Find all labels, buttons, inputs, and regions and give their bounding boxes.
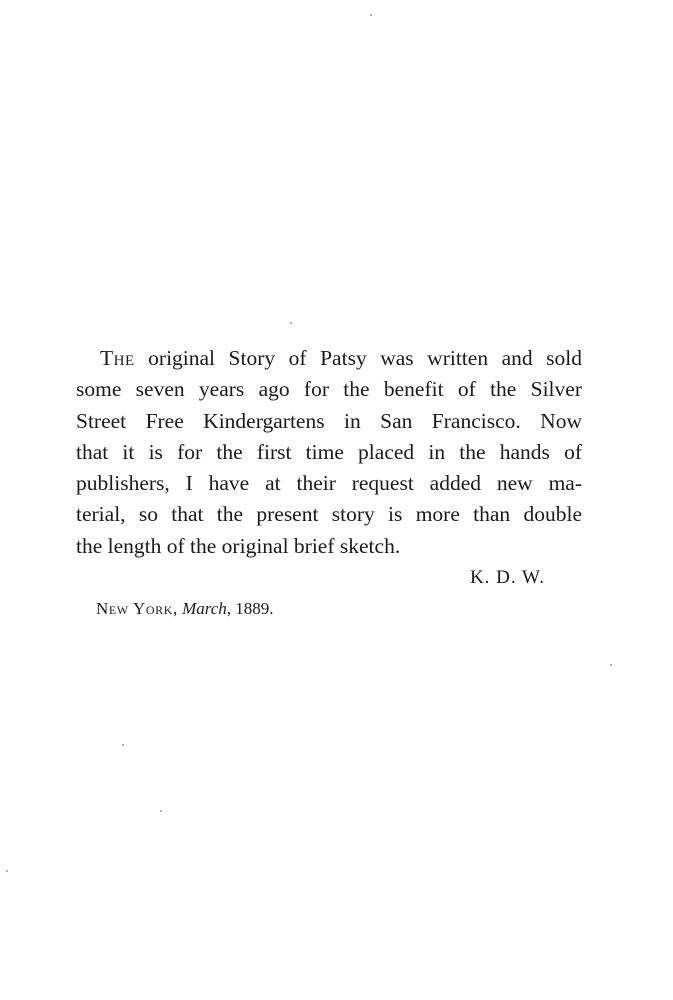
- paper-speck: [370, 14, 372, 16]
- preface-line: the length of the original brief sketch.: [76, 533, 401, 558]
- paper-speck: [290, 322, 292, 324]
- paper-speck: [122, 744, 124, 746]
- opening-word: The: [100, 346, 135, 370]
- preface-line: publishers, I have at their request added new ma-: [76, 471, 582, 496]
- preface-line: some seven years ago for the benefit of the Silver: [76, 377, 582, 402]
- preface-paragraph: [76, 343, 582, 562]
- dateline-month: March,: [182, 599, 232, 618]
- paper-speck: [610, 664, 612, 666]
- paper-speck: [160, 810, 162, 812]
- dateline: [96, 598, 274, 620]
- author-initials: K. D. W.: [469, 567, 545, 588]
- preface-line: [76, 343, 582, 374]
- preface-line-text: original Story of Patsy was written and sold: [134, 346, 582, 370]
- dateline-year: 1889.: [235, 599, 274, 618]
- preface-line: that it is for the first time placed in the hands of: [76, 439, 582, 464]
- preface-line: terial, so that the present story is more than double: [76, 502, 582, 527]
- preface-line: Street Free Kindergartens in San Francisco. Now: [76, 408, 582, 433]
- paper-speck: [6, 870, 8, 872]
- dateline-place: New York,: [96, 599, 178, 618]
